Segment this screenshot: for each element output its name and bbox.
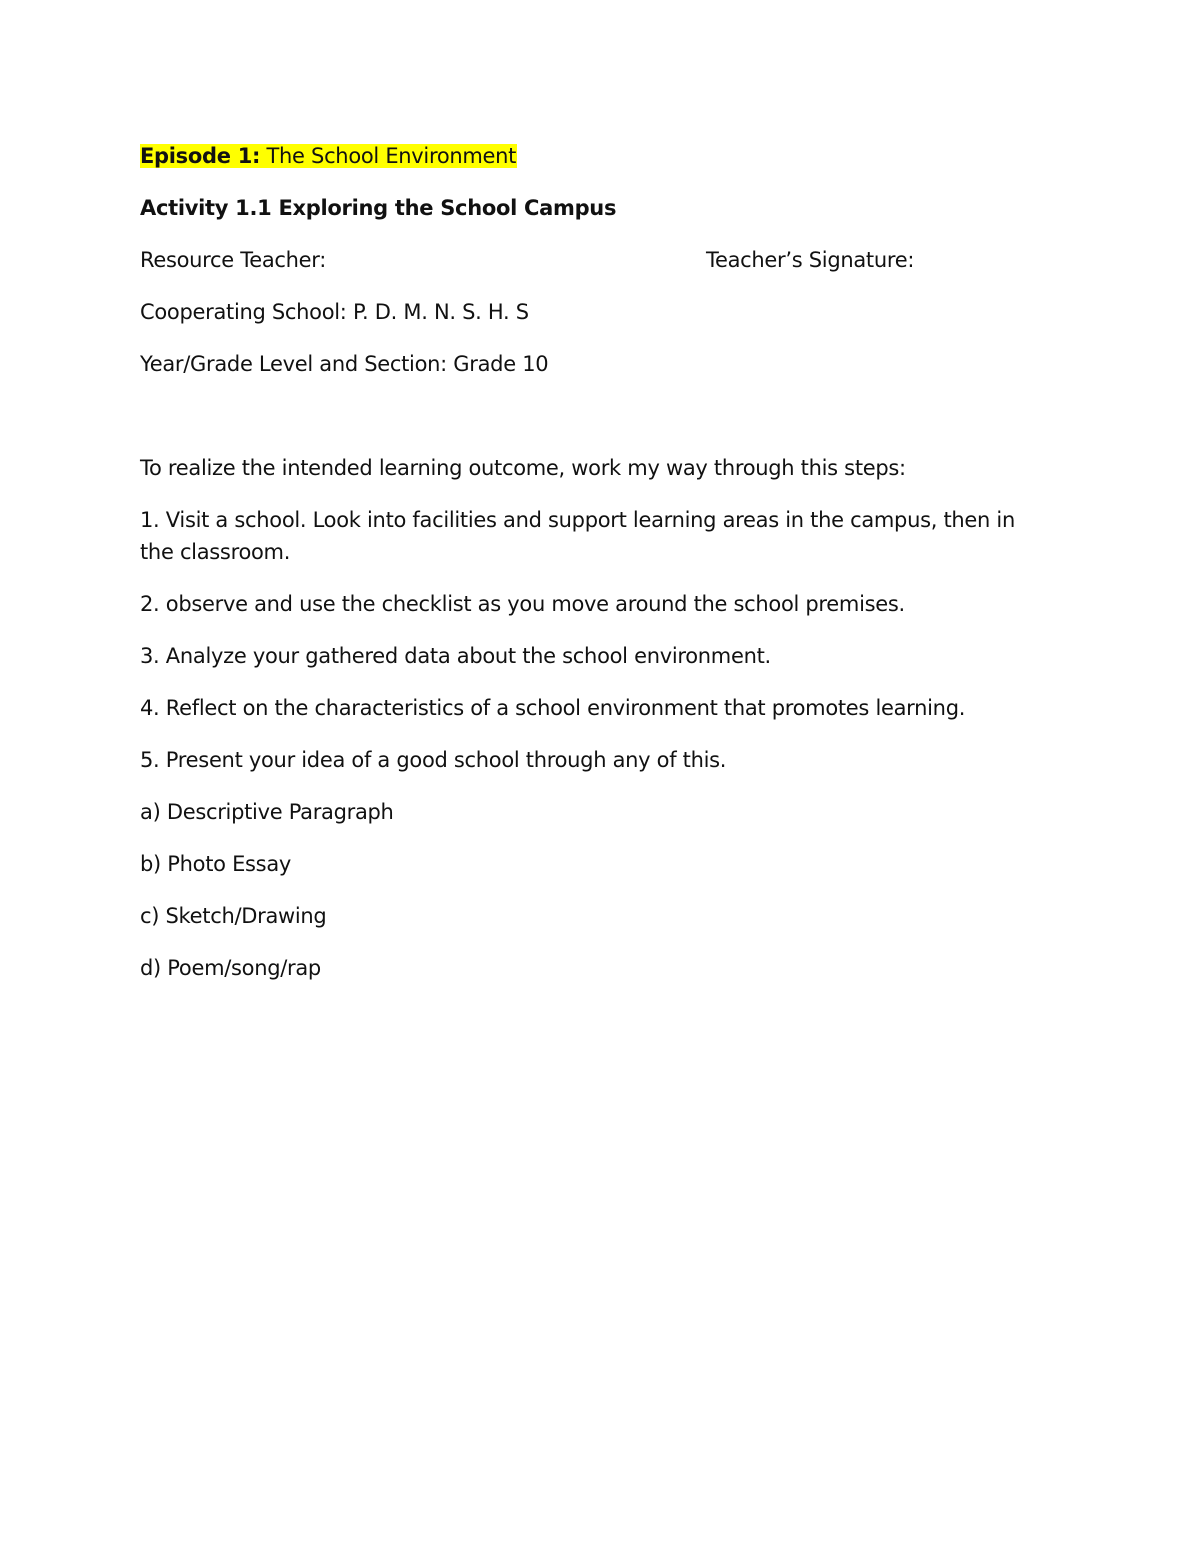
step-item-5: 5. Present your idea of a good school through any of this. <box>140 748 727 772</box>
grade-section: Year/Grade Level and Section: Grade 10 <box>140 352 549 376</box>
teacher-signature-label: Teacher’s Signature: <box>706 248 915 272</box>
activity-title: Activity 1.1 Exploring the School Campus <box>140 196 617 220</box>
option-item-c: c) Sketch/Drawing <box>140 904 327 928</box>
episode-title: The School Environment <box>266 144 517 168</box>
episode-highlight <box>140 144 517 168</box>
episode-heading <box>140 140 1060 172</box>
document-content <box>140 140 1060 1004</box>
instructions-intro: To realize the intended learning outcome, work my way through this steps: <box>140 456 906 480</box>
episode-label: Episode 1: <box>140 144 261 168</box>
step-item-4: 4. Reflect on the characteristics of a school environment that promotes learning. <box>140 696 966 720</box>
step-item-3: 3. Analyze your gathered data about the school environment. <box>140 644 771 668</box>
resource-teacher-label: Resource Teacher: <box>140 248 327 272</box>
step-item-2: 2. observe and use the checklist as you move around the school premises. <box>140 592 905 616</box>
option-item-d: d) Poem/song/rap <box>140 956 321 980</box>
option-item-b: b) Photo Essay <box>140 852 292 876</box>
step-item-1: 1. Visit a school. Look into facilities and support learning areas in the campus, then in the classroom. <box>140 508 1015 564</box>
teacher-row <box>140 244 1060 276</box>
option-item-a: a) Descriptive Paragraph <box>140 800 394 824</box>
cooperating-school: Cooperating School: P. D. M. N. S. H. S <box>140 300 529 324</box>
